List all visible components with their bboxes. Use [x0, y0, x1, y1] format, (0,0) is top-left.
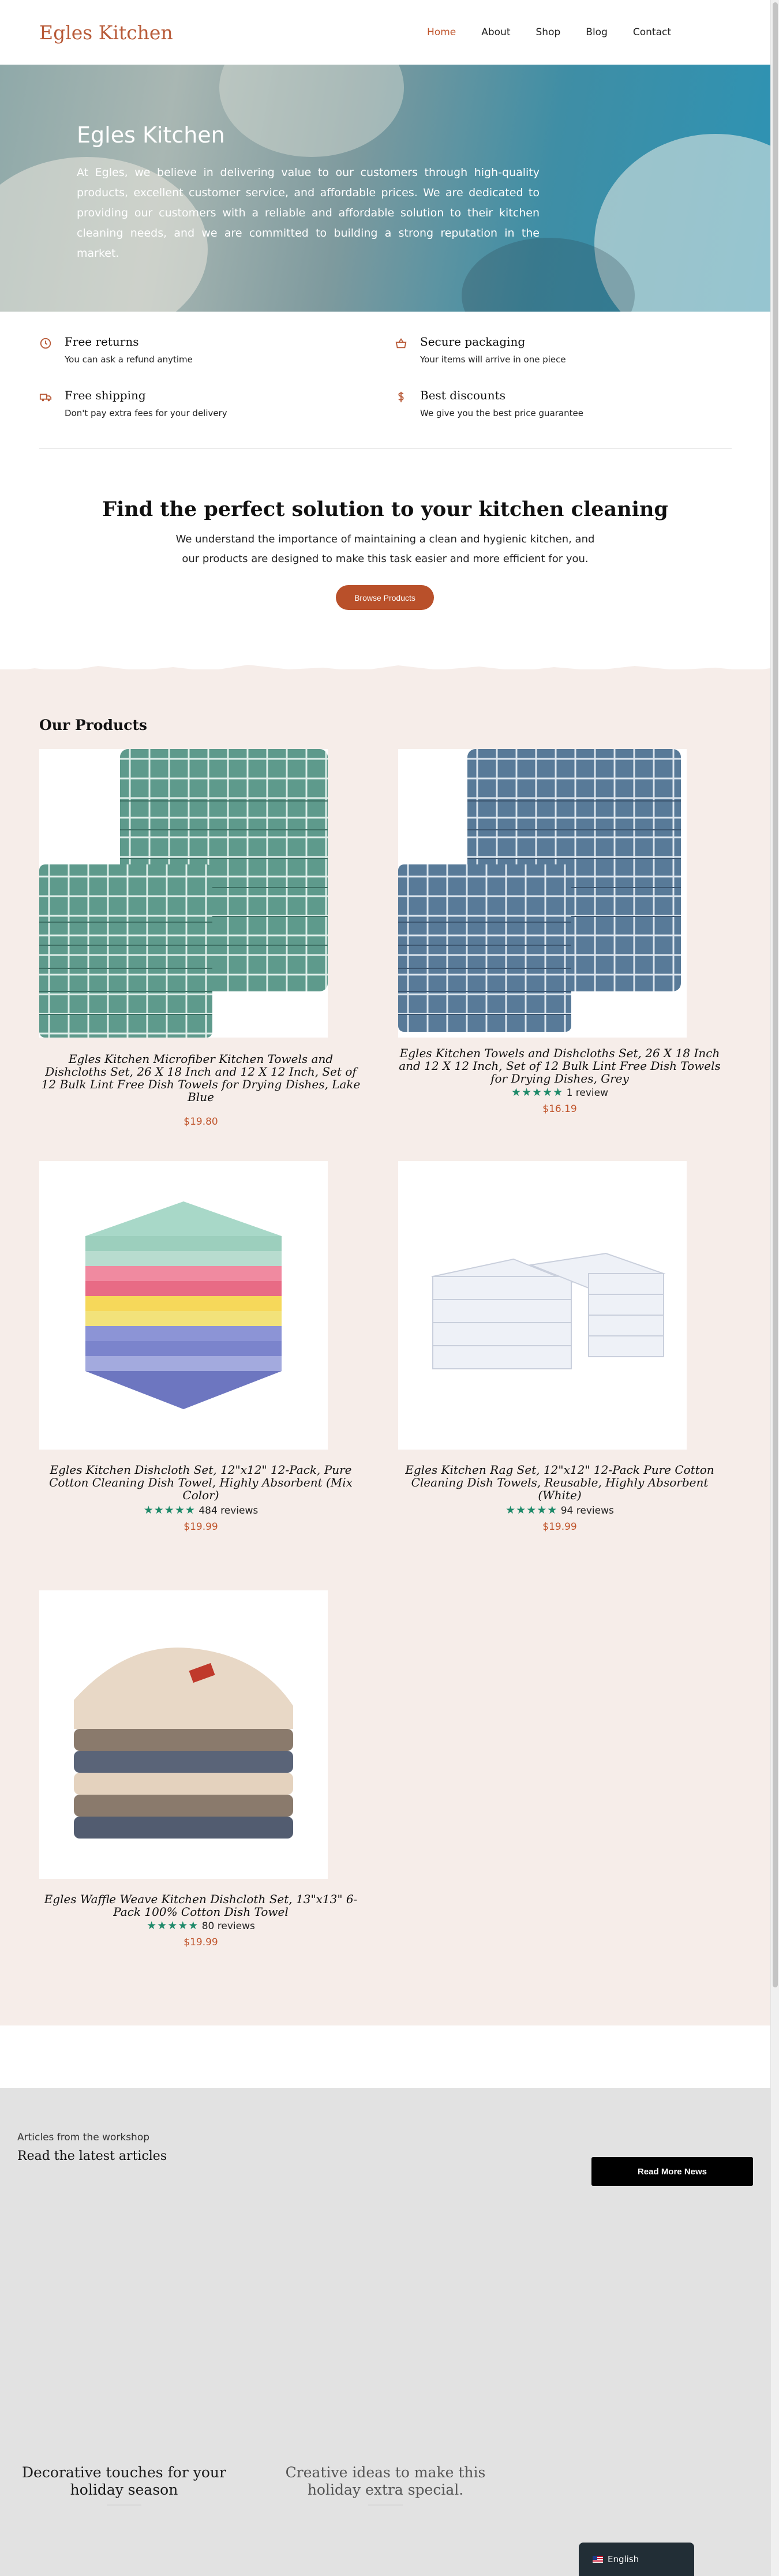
main-nav	[414, 27, 684, 38]
product-photo-mixed-dishcloths	[39, 1161, 328, 1450]
review-count[interactable]: 484 reviews	[199, 1505, 259, 1517]
article-underline	[368, 2504, 403, 2506]
refund-icon	[39, 337, 52, 350]
product-image[interactable]	[39, 749, 328, 1038]
articles-section	[0, 2088, 770, 2576]
products-title: Our Products	[39, 717, 147, 733]
nav-blog[interactable]: Blog	[586, 27, 608, 38]
rating-stars: ★★★★★	[511, 1086, 564, 1099]
product-price: $19.99	[542, 1521, 577, 1533]
product-rating	[39, 1919, 362, 1932]
product-rating	[398, 1504, 721, 1517]
feature-title: Secure packaging	[420, 335, 526, 349]
feature-desc: You can ask a refund anytime	[65, 354, 193, 365]
wave-divider	[0, 656, 770, 684]
nav-shop[interactable]: Shop	[535, 27, 561, 38]
product-rating	[39, 1504, 362, 1517]
rating-stars: ★★★★★	[147, 1919, 199, 1932]
articles-kicker: Articles from the workshop	[17, 2132, 150, 2143]
article-title[interactable]: Decorative touches for your holiday season	[22, 2464, 226, 2498]
site-header	[0, 0, 770, 65]
product-name[interactable]: Egles Kitchen Dishcloth Set, 12"x12" 12-Pack, Pure Cotton Cleaning Dish Towel, Highly Absorbent (Mix Color)	[49, 1463, 353, 1502]
feature-desc: Your items will arrive in one piece	[420, 354, 566, 365]
feature-title: Free shipping	[65, 388, 146, 402]
nav-contact[interactable]: Contact	[632, 27, 671, 38]
articles-title: Read the latest articles	[17, 2149, 167, 2163]
truck-icon	[39, 391, 52, 403]
product-price: $19.80	[183, 1116, 218, 1128]
products-section	[0, 669, 770, 2025]
article-title[interactable]: Creative ideas to make this holiday extra special.	[285, 2464, 486, 2498]
language-label: English	[608, 2554, 639, 2564]
page-scrollbar[interactable]	[770, 0, 779, 2576]
hero-text: At Egles, we believe in delivering value to our customers through high-quality products, excellent customer service, and affordable prices. We are dedicated to providing our customers with a reliable and affordable solution to their kitchen cleaning needs, and we are committed to building a strong reputation in the market.	[77, 166, 540, 260]
product-rating	[398, 1086, 721, 1099]
language-switcher[interactable]	[579, 2543, 694, 2576]
product-photo-white-rags	[398, 1161, 687, 1450]
read-more-news-button[interactable]: Read More News	[591, 2157, 753, 2186]
product-image[interactable]	[39, 1590, 328, 1879]
browse-products-button[interactable]: Browse Products	[336, 585, 434, 610]
article-card[interactable]	[282, 2464, 489, 2506]
rating-stars: ★★★★★	[505, 1504, 558, 1517]
product-name[interactable]: Egles Kitchen Towels and Dishcloths Set, 26 X 18 Inch and 12 X 12 Inch, Set of 12 Bulk Lint Free Dish Towels for Drying Dishes, Grey	[399, 1046, 721, 1085]
nav-home[interactable]: Home	[427, 27, 456, 38]
section-divider	[39, 448, 732, 449]
article-underline	[107, 2504, 141, 2506]
cta-text: We understand the importance of maintaining a clean and hygienic kitchen, and our products are designed to make this task easier and more efficient for you.	[175, 533, 595, 565]
feature-title: Best discounts	[420, 388, 505, 402]
scrollbar-thumb[interactable]	[773, 2, 778, 1987]
dollar-icon	[395, 391, 407, 403]
product-price: $16.19	[542, 1103, 577, 1115]
product-name[interactable]: Egles Waffle Weave Kitchen Dishcloth Set, 13"x13" 6-Pack 100% Cotton Dish Towel	[44, 1892, 358, 1919]
product-photo-grey-towels	[398, 749, 687, 1038]
feature-desc: We give you the best price guarantee	[420, 408, 583, 418]
hero-title: Egles Kitchen	[77, 122, 225, 148]
us-flag-icon	[593, 2556, 603, 2563]
product-image[interactable]	[398, 749, 687, 1038]
rating-stars: ★★★★★	[143, 1504, 196, 1517]
review-count[interactable]: 94 reviews	[560, 1505, 614, 1517]
feature-desc: Don't pay extra fees for your delivery	[65, 408, 227, 418]
product-name[interactable]: Egles Kitchen Microfiber Kitchen Towels and Dishcloths Set, 26 X 18 Inch and 12 X 12 Inch, Set of 12 Bulk Lint Free Dish Towels for Drying Dishes, Lake Blue	[41, 1052, 361, 1104]
article-card[interactable]	[20, 2464, 228, 2506]
product-price: $19.99	[183, 1937, 218, 1948]
product-image[interactable]	[39, 1161, 328, 1450]
cta-title: Find the perfect solution to your kitchen cleaning	[102, 497, 668, 521]
review-count[interactable]: 80 reviews	[201, 1920, 255, 1932]
site-logo[interactable]: Egles Kitchen	[39, 21, 173, 44]
hero-content	[77, 122, 540, 264]
feature-title: Free returns	[65, 335, 139, 349]
nav-about[interactable]: About	[481, 27, 511, 38]
hero-banner	[0, 65, 770, 312]
review-count[interactable]: 1 review	[566, 1087, 609, 1099]
product-image[interactable]	[398, 1161, 687, 1450]
product-photo-green-towels	[39, 749, 328, 1038]
product-name[interactable]: Egles Kitchen Rag Set, 12"x12" 12-Pack Pure Cotton Cleaning Dish Towels, Reusable, Highly Absorbent (White)	[405, 1463, 714, 1502]
product-price: $19.99	[183, 1521, 218, 1533]
basket-icon	[395, 337, 407, 350]
product-photo-waffle-dishcloths	[39, 1590, 328, 1879]
